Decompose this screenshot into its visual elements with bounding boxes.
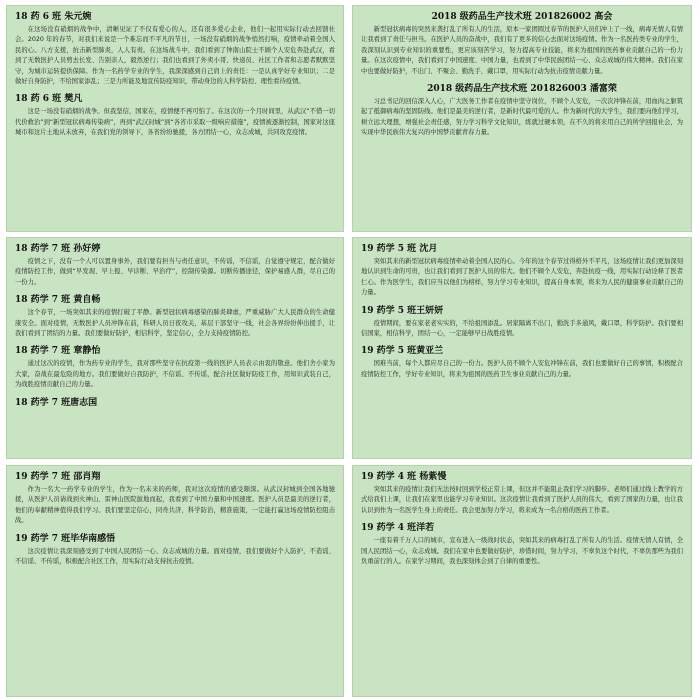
entry-body-text: 突如其来的疫情让我们无法按时回到学校正常上课，但这并不能阻止我们学习的脚步。老师们通过线上教学的方式给我们上课，让我们在家里也能学习专业知识。这次疫情让我看到了医护人员的伟大，看到了国家的力量，也让我认识到作为一名医学生身上的责任。我会更加努力学习，将来成为一名合格的医药工作者。 (361, 486, 683, 514)
panel-content (353, 6, 691, 139)
entry-author-heading: 19 药学 4 班 杨紫慢 (361, 472, 447, 482)
reflection-panel-5 (6, 465, 344, 697)
entry-body-text: 疫情之下，没有一个人可以置身事外，我们要有担当与责任意识，不传谣，不信谣，自觉遵守规定，配合做好疫情防控工作，做到“早发现、早上报、早诊断、早治疗”，控制传染源。切断传播途径，保护易感人群，尽自己的一份力。 (15, 258, 335, 286)
entry-author-heading: 18 药学 7 班 章静怡 (15, 346, 101, 357)
entry-author-heading: 2018 级药品生产技术班 201826002 高会 (431, 12, 613, 22)
reflection-entry (361, 83, 683, 139)
reflection-entry (15, 533, 335, 568)
entry-body-text: 一座有着千万人口的城市，宣布进入一级战时状态，突如其来的病毒打乱了所有人的生活。疫情无情人有情，全国人民团结一心，众志成城。我们在家中也要做好防护，珍惜时间，努力学习，不辜负这个时代，不辜负那些为我们负重前行的人。在家学习期间，我也深刻体会到了自律的重要性。 (361, 537, 683, 566)
entry-author-heading: 19 药学 7 班毕华南感悟 (15, 533, 116, 544)
reflection-entry (361, 345, 683, 380)
reflection-panel-2 (352, 5, 692, 232)
reflection-panel-4 (352, 237, 692, 459)
reflection-panel-6 (352, 465, 692, 697)
entry-author-heading: 18 药学 7 班 孙好婷 (15, 244, 101, 254)
reflection-entry (15, 294, 335, 339)
reflection-entry (361, 11, 683, 77)
entry-author-heading: 19 药学 5 班王妍妍 (361, 305, 444, 316)
entry-body-text: 新型冠状病毒的突然来袭打乱了所有人的生活，原本一家团圆过春节的医护人员们冲上了一线，病毒无情人有情让我看到了责任与担当。在医护人员的奋战中，我们有了更多的信心去面对这场疫情。作为一名医药类专业的学生，我深刻认识到专业知识的重要性，更应该刻苦学习，努力提高专业技能，将来为祖国的医药事业贡献自己的一份力量。在这次疫情中，我们看到了中国速度、中国力量，也看到了中华民族团结一心、众志成城的伟大精神。我们在家中也要做好防护，不出门、不聚会、勤洗手、戴口罩，用实际行动为抗击疫情贡献力量。 (361, 26, 683, 75)
entry-author-heading: 19 药学 7 班 邵肖翔 (15, 472, 101, 482)
entry-author-heading: 19 药学 5 班黄亚兰 (361, 346, 444, 357)
entry-body-text: 这次疫情让我深刻感受到了中国人民团结一心、众志成城的力量。面对疫情，我们要做好个人防护，不造谣、不信谣、不传谣，积极配合社区工作，用实际行动支持抗击疫情。 (15, 547, 335, 566)
entry-author-heading: 18 药 6 班 樊凡 (15, 94, 83, 105)
entry-body-text: 这是一场没有硝烟的战争。但我坚信，国家在，疫情便不再可怕了。在这次的一个月时间里，从武汉“不惜一切代价救治”到“新型冠状病毒传染病”，再到“武汉封城”到“各省市采取一级响应措施”，疫情被逐渐控制，国家对这座城市和这片土地从未放弃，在我们党的领导下，各省纷纷驰援，各方团结一心，众志成城，共同攻克疫情。 (15, 108, 335, 137)
entry-author-heading: 19 药学 4 班洋若 (361, 523, 435, 534)
reflection-entry (15, 471, 335, 527)
reflection-panel-3 (6, 237, 344, 459)
entry-author-heading: 18 药学 7 班 黄自畅 (15, 295, 101, 306)
reflection-entry (15, 11, 335, 87)
entry-body-text: 突如其来的新型冠状病毒疫情牵动着全国人民的心。今年的这个春节过得格外不平凡，这场疫情让我们更加深刻地认识到生命的可贵，也让我们看到了医护人员的伟大。他们不顾个人安危，奔赴抗疫一线，用实际行动诠释了医者仁心。作为医学生，我们应当以他们为榜样，努力学习专业知识，提高自身本领，将来为人民的健康事业贡献自己的力量。 (361, 258, 683, 297)
reflection-entry (361, 471, 683, 516)
reflection-entry (15, 93, 335, 138)
reflection-entry (15, 345, 335, 390)
entry-author-heading: 19 药学 5 班 沈月 (361, 244, 438, 254)
reflection-entry (15, 243, 335, 288)
reflection-entry (361, 305, 683, 340)
entry-body-text: 这个春节，一场突如其来的疫情打破了平静。新型冠状病毒感染的肺炎肆虐，严重威胁广大人民群众的生命健康安全。面对疫情，无数医护人员冲锋在前，科研人员日夜攻关，基层干部坚守一线，社会各界纷纷伸出援手，让我们看到了团结的力量。我们要做好防护，相信科学，坚定信心，全力支持疫情防控。 (15, 309, 335, 338)
entry-body-text: 在这场没有硝烟的战争中，清晰见证了不仅有爱心的人，还有很多爱心企业，他们一起用实际行动去回馈社会。2020 年的春节，对我们来说是一个难忘而不平凡的节日，一场没有硝烟的战争悄然打响，疫情牵动着全国人民的心。八方支援，抗击新型肺炎，人人有责。在这场战斗中，我们看到了钟南山院士不顾个人安危奔赴武汉，看到了无数医护人员剪去长发、告别亲人，毅然逆行；我们也看到了外卖小哥、快递员、社区工作者和志愿者默默坚守，为城市运转提供保障。作为一名药学专业的学生，我深深感到自己肩上的责任：一是认真学好专业知识；二是做好自身防护，不给国家添乱；三是力所能及地宣传防疫知识，带动身边的人科学防控、理性看待疫情。 (15, 26, 335, 86)
reflection-entry (361, 243, 683, 299)
panel-content (353, 238, 691, 380)
panel-content (7, 466, 343, 567)
reflection-entry (15, 397, 335, 409)
reflection-entry (361, 522, 683, 567)
entry-author-heading: 18 药学 7 班唐志国 (15, 397, 98, 408)
entry-body-text: 疫情期间，要在家老老实实的，不给祖国添乱。居家隔离不出门，勤洗手多通风，戴口罩，科学防护。我们要相信国家，相信科学，团结一心，一定能够早日战胜疫情。 (361, 319, 683, 338)
entry-body-text: 作为一名大一药学专业的学生，作为一名未来的药师，我对这次疫情的感受颇深。从武汉封城到全国各地驰援，从医护人员请战到火神山、雷神山医院拔地而起，我看到了中国力量和中国速度。医护人员是最美的逆行者，他们的奉献精神值得我们学习。我们要坚定信心，同舟共济，科学防治，精准施策，一定能打赢这场疫情防控阻击战。 (15, 486, 335, 525)
entry-author-heading: 18 药 6 班 朱元婉 (15, 12, 92, 22)
entry-author-heading: 2018 级药品生产技术班 201826003 潘富荣 (427, 84, 617, 95)
panel-content (353, 466, 691, 567)
entry-body-text: 国难当前，每个人都应尽自己的一份力。医护人员不顾个人安危冲锋在前，我们也要做好自己的事情，积极配合疫情防控工作，学好专业知识，将来为祖国的医药卫生事业贡献自己的力量。 (361, 360, 683, 378)
entry-body-text: 习总书记的回信深入人心，广大医务工作者在疫情中坚守岗位，不顾个人安危，一次次冲锋在前，用血肉之躯筑起了抵御病毒的坚固防线。他们是最美的逆行者，是新时代最可爱的人。作为新时代的大学生，我们要向他们学习，树立远大理想，增强社会责任感，努力学习科学文化知识，练就过硬本领，在不久的将来用自己的所学回报社会，为实现中华民族伟大复兴的中国梦贡献青春力量。 (361, 98, 683, 137)
panel-content (7, 238, 343, 409)
panel-content (7, 6, 343, 139)
entry-body-text: 通过这次的疫情，作为药专业的学生，我对那些坚守在抗疫第一线的医护人员表示由衷的敬意。他们舍小家为大家，奋战在最危险的地方。我们要做好自我防护，不信谣、不传谣，配合社区做好防疫工作，用知识武装自己，为战胜疫情贡献自己的力量。 (15, 360, 335, 389)
reflection-panel-1 (6, 5, 344, 232)
